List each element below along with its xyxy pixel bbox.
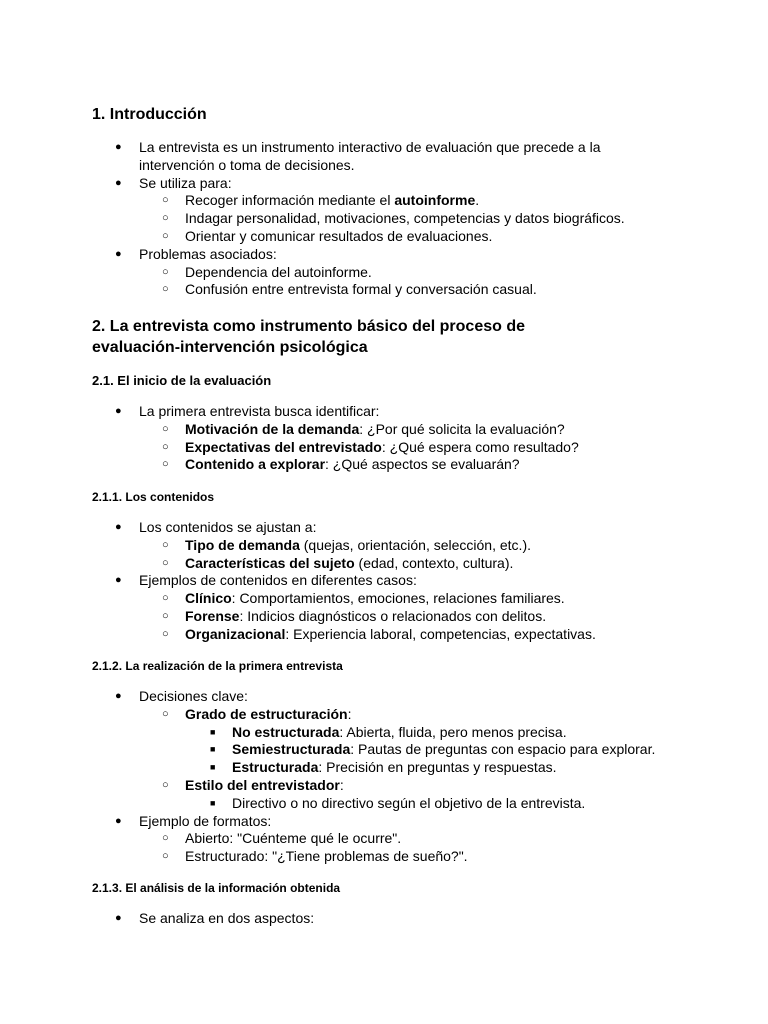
bullet-icon: ○: [162, 832, 169, 845]
item-text: : Experiencia laboral, competencias, expectativas.: [285, 625, 596, 642]
item-text: : ¿Qué aspectos se evaluarán?: [325, 456, 520, 473]
list-introduccion: [92, 139, 732, 299]
item-text: Estructurado: "¿Tiene problemas de sueño?".: [185, 848, 468, 865]
bullet-icon: ○: [162, 422, 169, 435]
item-text: Ejemplos de contenidos en diferentes casos:: [139, 572, 417, 589]
item-bold-term: Tipo de demanda: [185, 536, 300, 553]
item-text: :: [347, 705, 352, 722]
bullet-icon: ●: [115, 176, 122, 189]
bullet-icon: ○: [162, 229, 169, 242]
item-text: (edad, contexto, cultura).: [354, 554, 514, 571]
list-item: [92, 456, 732, 474]
list-item: [92, 139, 732, 157]
list-item: [92, 264, 732, 282]
bullet-icon: ○: [162, 458, 169, 471]
item-text: (quejas, orientación, selección, etc.).: [299, 536, 531, 553]
bullet-icon: ●: [115, 912, 122, 924]
list-item: [92, 724, 732, 742]
bullet-icon: ○: [162, 778, 169, 791]
list-primera-entrevista: [92, 688, 732, 866]
bullet-icon: ●: [115, 521, 122, 533]
bullet-icon: ■: [210, 797, 216, 808]
bullet-icon: ○: [162, 440, 169, 453]
heading-inicio-evaluacion: 2.1. El inicio de la evaluación: [92, 373, 272, 388]
item-bold-term: Organizacional: [185, 625, 286, 642]
bullet-icon: ●: [115, 690, 122, 702]
item-bold-term: Contenido a explorar: [185, 456, 326, 473]
item-bold-term: No estructurada: [232, 723, 340, 740]
list-item: [92, 848, 732, 866]
list-analisis-informacion: [92, 910, 732, 928]
bullet-icon: ■: [210, 762, 216, 773]
item-text: Orientar y comunicar resultados de evaluaciones.: [185, 227, 493, 244]
item-text: La primera entrevista busca identificar:: [139, 403, 380, 419]
item-text: : Pautas de preguntas con espacio para explorar.: [350, 741, 656, 758]
item-text: : ¿Por qué solicita la evaluación?: [359, 420, 565, 437]
list-item: [92, 555, 732, 573]
list-item: [92, 741, 732, 759]
heading-contenidos: 2.1.1. Los contenidos: [92, 490, 215, 504]
item-text: .: [475, 192, 480, 209]
item-text: Decisiones clave:: [139, 688, 248, 704]
bullet-icon: ○: [162, 283, 169, 296]
item-text: La entrevista es un instrumento interactivo de evaluación que precede a la: [139, 139, 601, 155]
bullet-icon: ○: [162, 556, 169, 569]
item-text: Se analiza en dos aspectos:: [139, 910, 315, 926]
item-text: Directivo o no directivo según el objetivo de la entrevista.: [232, 794, 586, 811]
item-text: Confusión entre entrevista formal y conversación casual.: [185, 281, 537, 298]
list-item: [92, 537, 732, 555]
item-bold-term: Características del sujeto: [185, 554, 355, 571]
item-bold-term: Expectativas del entrevistado: [185, 438, 382, 455]
item-text: : ¿Qué espera como resultado?: [381, 438, 579, 455]
item-text: : Precisión en preguntas y respuestas.: [318, 759, 557, 776]
list-item: [92, 830, 732, 848]
bullet-icon: ○: [162, 212, 169, 225]
list-item: [92, 246, 732, 264]
list-item: [92, 572, 732, 590]
list-item: [92, 192, 732, 210]
item-bold-term: Estructurada: [232, 759, 319, 776]
heading-analisis-informacion: 2.1.3. El análisis de la información obtenida: [92, 881, 341, 895]
item-text: Dependencia del autoinforme.: [185, 263, 372, 280]
item-text: intervención o toma de decisiones.: [139, 156, 355, 173]
heading-entrevista-line2: evaluación-intervención psicológica: [92, 339, 368, 356]
list-item: [92, 157, 732, 175]
list-item: [92, 706, 732, 724]
bullet-icon: ●: [115, 247, 122, 260]
item-bold-term: Motivación de la demanda: [185, 420, 360, 437]
list-inicio-evaluacion: [92, 403, 732, 474]
list-item: [92, 608, 732, 626]
bullet-icon: ●: [115, 141, 122, 153]
bullet-icon: ●: [115, 405, 122, 417]
item-text: : Indicios diagnósticos o relacionados con delitos.: [239, 607, 547, 624]
item-bold-term: autoinforme: [394, 192, 476, 209]
list-item: [92, 175, 732, 193]
list-item: [92, 777, 732, 795]
bullet-icon: ○: [162, 707, 169, 720]
list-item: [92, 421, 732, 439]
list-item: [92, 519, 732, 537]
list-item: [92, 910, 732, 928]
bullet-icon: ○: [162, 592, 169, 605]
bullet-icon: ●: [115, 814, 122, 827]
item-text: Problemas asociados:: [139, 245, 277, 262]
item-bold-term: Semiestructurada: [232, 741, 351, 758]
list-item: [92, 403, 732, 421]
item-bold-term: Forense: [185, 607, 240, 624]
item-text: :: [339, 776, 344, 793]
list-item: [92, 795, 732, 813]
list-item: [92, 759, 732, 777]
bullet-icon: ○: [162, 194, 169, 207]
bullet-icon: ○: [162, 265, 169, 278]
item-bold-term: Grado de estructuración: [185, 705, 348, 722]
list-item: [92, 590, 732, 608]
list-item: [92, 813, 732, 831]
list-item: [92, 626, 732, 644]
bullet-icon: ○: [162, 850, 169, 863]
bullet-icon: ○: [162, 609, 169, 622]
heading-introduccion: 1. Introducción: [92, 106, 207, 123]
list-item: [92, 281, 732, 299]
item-text: Se utiliza para:: [139, 174, 232, 191]
bullet-icon: ●: [115, 574, 122, 587]
heading-entrevista-line1: 2. La entrevista como instrumento básico del proceso de: [92, 318, 526, 335]
list-item: [92, 228, 732, 246]
list-item: [92, 210, 732, 228]
heading-primera-entrevista: 2.1.2. La realización de la primera entrevista: [92, 659, 343, 673]
item-bold-term: Estilo del entrevistador: [185, 776, 340, 793]
item-text: Ejemplo de formatos:: [139, 812, 272, 829]
item-bold-term: Clínico: [185, 590, 232, 607]
bullet-icon: ■: [210, 726, 216, 737]
item-text: Abierto: "Cuénteme qué le ocurre".: [185, 830, 402, 847]
list-item: [92, 439, 732, 457]
item-text: Los contenidos se ajustan a:: [139, 519, 317, 535]
item-text: Indagar personalidad, motivaciones, competencias y datos biográficos.: [185, 210, 625, 227]
item-text: : Abierta, fluida, pero menos precisa.: [339, 723, 567, 740]
list-contenidos: [92, 519, 732, 644]
list-item: [92, 688, 732, 706]
bullet-icon: ○: [162, 538, 169, 551]
item-text: : Comportamientos, emociones, relaciones familiares.: [231, 590, 565, 607]
item-text-prefix: Recoger información mediante el: [185, 192, 395, 209]
bullet-icon: ○: [162, 627, 169, 640]
bullet-icon: ■: [210, 744, 216, 755]
